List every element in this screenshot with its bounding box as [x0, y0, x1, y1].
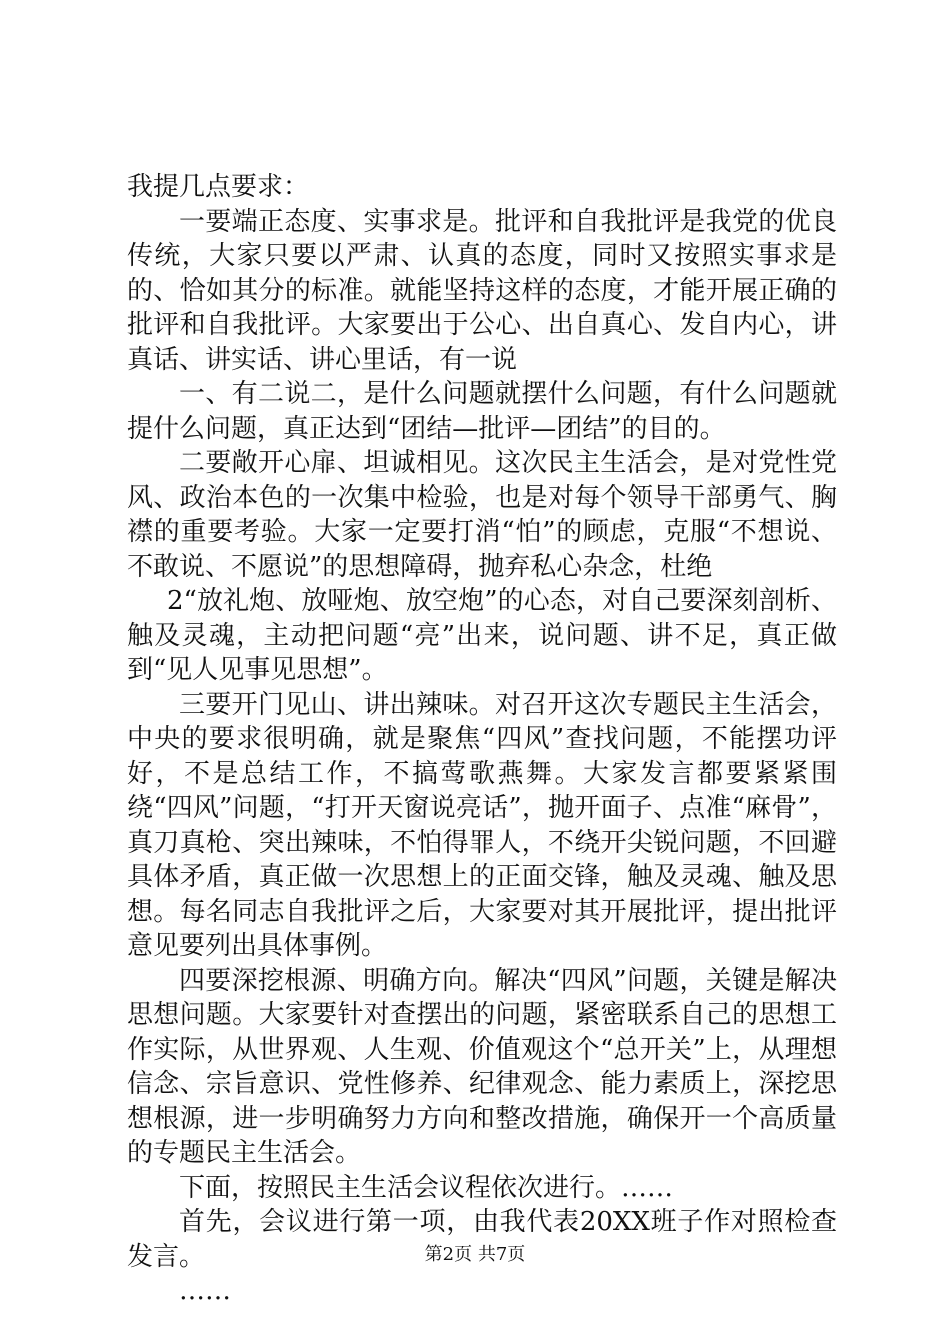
document-body [127, 170, 837, 1309]
paragraph-agenda: 下面，按照民主生活会议程依次进行。…… [179, 1172, 674, 1203]
paragraph-ellipsis: …… [179, 1276, 231, 1306]
paragraph-requirement-2: 二要敞开心扉、坦诚相见。这次民主生活会，是对党性党风、政治本色的一次集中检验，也是对每个领导干部勇气、胸襟的重要考验。大家一定要打消“怕”的顾虑，克服“不想说、不敢说、不愿说”的思想障碍，抛弃私心杂念，杜绝 [127, 448, 837, 582]
paragraph-requirement-4: 四要深挖根源、明确方向。解决“四风”问题，关键是解决思想问题。大家要针对查摆出的问题，紧密联系自己的思想工作实际，从世界观、人生观、价值观这个“总开关”上，从理想信念、宗旨意识、党性修养、纪律观念、能力素质上，深挖思想根源，进一步明确努力方向和整改措施，确保开一个高质量的专题民主生活会。 [127, 965, 837, 1168]
paragraph-requirement-1-cont: 一、有二说二，是什么问题就摆什么问题，有什么问题就提什么问题，真正达到“团结—批评—团结”的目的。 [127, 379, 837, 444]
paragraph-requirement-1: 一要端正态度、实事求是。批评和自我批评是我党的优良传统，大家只要以严肃、认真的态度，同时又按照实事求是的、恰如其分的标准。就能坚持这样的态度，才能开展正确的批评和自我批评。大家要出于公心、出自真心、发自内心，讲真话、讲实话、讲心里话，有一说 [127, 206, 837, 375]
paragraph-intro: 我提几点要求： [127, 172, 310, 202]
paragraph-requirement-2-cont: 2“放礼炮、放哑炮、放空炮”的心态，对自己要深刻剖析、触及灵魂，主动把问题“亮”出来，说问题、讲不足，真正做到“见人见事见思想”。 [127, 586, 837, 685]
paragraph-first-item: 首先，会议进行第一项，由我代表20XX班子作对照检查发言。 [127, 1207, 837, 1272]
paragraph-requirement-3: 三要开门见山、讲出辣味。对召开这次专题民主生活会，中央的要求很明确，就是聚焦“四风”查找问题，不能摆功评好，不是总结工作，不搞莺歌燕舞。大家发言都要紧紧围绕“四风”问题，“打开天窗说亮话”，抛开面子、点准“麻骨”，真刀真枪、突出辣味，不怕得罪人，不绕开尖锐问题，不回避具体矛盾，真正做一次思想上的正面交锋，触及灵魂、触及思想。每名同志自我批评之后，大家要对其开展批评，提出批评意见要列出具体事例。 [127, 689, 837, 961]
page-number-footer: 第2页 共7页 [424, 1244, 526, 1265]
